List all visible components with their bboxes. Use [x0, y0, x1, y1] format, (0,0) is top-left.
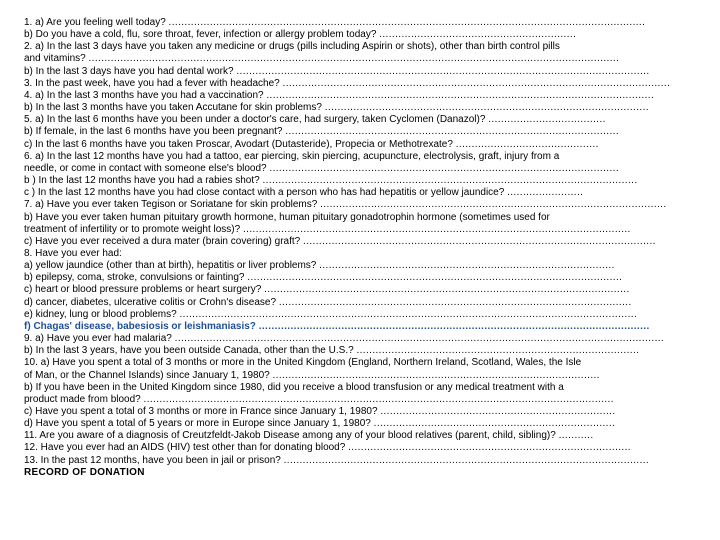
answer-leader-dots: .......................................................................................................................... [242, 223, 631, 235]
answer-leader-dots: ...................................................................................................................... [247, 272, 623, 284]
question-text: 11. Are you aware of a diagnosis of Creutzfeldt-Jakob Disease among any of your blood relatives (parent, child, sibling)? [24, 430, 559, 442]
question-text: c) In the last 6 months have you taken Proscar, Avodart (Dutasteride), Propecia or Methotrexate? [24, 138, 456, 150]
question-text: RECORD OF DONATION [24, 466, 145, 478]
question-text: 2. a) In the last 3 days have you taken any medicine or drugs (pills including Aspirin or shots), other than birth control pills [24, 41, 560, 53]
question-line [24, 297, 704, 309]
answer-leader-dots: .......................................................................................................................... [282, 77, 671, 89]
answer-leader-dots: ............................................................................................. [319, 260, 615, 272]
answer-leader-dots: ........................ [507, 187, 584, 199]
question-text: b) In the last 3 years, have you been outside Canada, other than the U.S.? [24, 345, 357, 357]
answer-leader-dots: ..................................... [488, 114, 606, 126]
question-text: and vitamins? [24, 53, 89, 65]
answer-leader-dots: ................................................................................................................................................ [179, 308, 638, 320]
question-text: c) Have you spent a total of 3 months or more in France since January 1, 1980? [24, 406, 381, 417]
answer-leader-dots: ........... [558, 430, 594, 442]
question-text: 6. a) In the last 12 months have you had a tattoo, ear piercing, skin piercing, acupuncture, electrolysis, graft, injury from a [24, 150, 560, 162]
answer-leader-dots: .......................................................................................................................... [266, 89, 655, 101]
answer-leader-dots: ....................................................................................................... [272, 369, 600, 381]
question-line [24, 78, 704, 90]
question-line [24, 17, 704, 29]
question-line [24, 175, 704, 187]
answer-leader-dots: ............................................. [455, 138, 599, 150]
question-line [24, 357, 704, 369]
question-line [24, 41, 704, 53]
question-text: product made from blood? [24, 393, 144, 405]
question-line [24, 455, 704, 467]
question-line [24, 236, 704, 248]
question-text: treatment of infertility or to promote weight loss)? [24, 223, 243, 235]
question-line [24, 199, 704, 211]
answer-leader-dots: ...................................................................................................................... [262, 175, 638, 187]
question-text: 3. In the past week, have you had a fever with headache? [24, 77, 283, 89]
question-line [24, 248, 704, 260]
question-line [24, 212, 704, 224]
question-line [24, 139, 704, 151]
answer-leader-dots: ....................................................................................................................................................................... [88, 53, 620, 65]
question-line [24, 272, 704, 284]
question-text: of Man, or the Channel Islands) since January 1, 1980? [24, 369, 273, 381]
question-text: 10. a) Have you spent a total of 3 months or more in the United Kingdom (England, Northern Ireland, Scotland, Wales, the Isle [24, 357, 582, 369]
question-line [24, 418, 704, 430]
question-text: a) yellow jaundice (other than at birth), hepatitis or liver problems? [24, 260, 320, 272]
question-text: b) Have you ever taken human pituitary growth hormone, human pituitary gonadotrophin hormone (sometimes used for [24, 211, 550, 223]
question-text: 8. Have you ever had: [24, 247, 122, 259]
answer-leader-dots: .......................................................................... [380, 406, 616, 417]
question-line [24, 187, 704, 199]
answer-leader-dots: ......................................................................................................... [285, 126, 620, 138]
question-line [24, 260, 704, 272]
question-text: 1. a) Are you feeling well today? [24, 17, 169, 28]
answer-leader-dots: ................................................................................................................... [264, 284, 630, 296]
question-line [24, 29, 704, 41]
answer-leader-dots: .................................................................................................................................................... [143, 393, 614, 405]
question-text: 12. Have you ever had an AIDS (HIV) test other than for donating blood? [24, 442, 349, 454]
question-line [24, 66, 704, 78]
answer-leader-dots: ...................................................................................................................................................... [168, 17, 646, 28]
question-line [24, 382, 704, 394]
answer-leader-dots: ............................................................................................................... [303, 235, 656, 247]
question-line [24, 102, 704, 114]
question-line [24, 442, 704, 454]
answer-leader-dots: ........................................................................................................................... [258, 320, 650, 332]
questionnaire [24, 17, 704, 479]
question-line [24, 224, 704, 236]
question-line [24, 406, 704, 418]
question-line [24, 151, 704, 163]
question-line [24, 53, 704, 65]
question-line [24, 370, 704, 382]
answer-leader-dots: ............................................................................................................. [320, 199, 667, 211]
question-line [24, 321, 704, 333]
question-line [24, 90, 704, 102]
answer-leader-dots: ...................................................................................................... [324, 102, 649, 114]
question-line [24, 309, 704, 321]
question-text: 4. a) In the last 3 months have you had a vaccination? [24, 89, 267, 101]
question-text: c) Have you ever received a dura mater (brain covering) graft? [24, 235, 304, 247]
record-of-donation-heading [24, 467, 704, 479]
question-text: 7. a) Have you ever taken Tegison or Soriatane for skin problems? [24, 199, 321, 211]
question-line [24, 284, 704, 296]
question-line [24, 345, 704, 357]
question-text: d) Have you spent a total of 5 years or more in Europe since January 1, 1980? [24, 418, 374, 430]
question-line [24, 333, 704, 345]
question-line [24, 126, 704, 138]
question-line [24, 114, 704, 126]
question-text: b) In the last 3 days have you had dental work? [24, 65, 237, 77]
question-text: 9. a) Have you ever had malaria? [24, 333, 175, 345]
question-text: 5. a) In the last 6 months have you been under a doctor's care, had surgery, taken Cyclomen (Danazol)? [24, 114, 489, 126]
question-text: d) cancer, diabetes, ulcerative colitis or Crohn's disease? [24, 296, 279, 308]
question-text: b) If female, in the last 6 months have you been pregnant? [24, 126, 286, 138]
question-text: c ) In the last 12 months have you had close contact with a person who has had hepatitis or yellow jaundice? [24, 187, 508, 199]
question-text: b ) In the last 12 months have you had a rabies shot? [24, 175, 263, 187]
answer-leader-dots: .................................................................................................................................. [236, 65, 650, 77]
question-text: e) kidney, lung or blood problems? [24, 308, 180, 320]
answer-leader-dots: ......................................................................................... [348, 442, 631, 454]
question-line [24, 394, 704, 406]
answer-leader-dots: ......................................................................................... [356, 345, 640, 357]
question-line [24, 163, 704, 175]
answer-leader-dots: ................................................................................................................... [283, 454, 650, 466]
answer-leader-dots: ............................................................................ [373, 418, 616, 430]
question-text: b) epilepsy, coma, stroke, convulsions or fainting? [24, 272, 248, 284]
answer-leader-dots: .......................................................................................................................................................... [174, 333, 665, 345]
answer-leader-dots: .............................................................................................................. [269, 162, 620, 174]
answer-leader-dots: .............................................................. [379, 29, 577, 41]
question-line [24, 430, 704, 442]
question-text: f) Chagas' disease, babesiosis or leishmaniasis? [24, 320, 259, 332]
question-text: b) If you have been in the United Kingdom since 1980, did you receive a blood transfusion or any medical treatment with a [24, 381, 564, 393]
question-text: b) Do you have a cold, flu, sore throat, fever, infection or allergy problem today? [24, 29, 380, 41]
question-text: c) heart or blood pressure problems or heart surgery? [24, 284, 265, 296]
question-text: needle, or come in contact with someone else's blood? [24, 162, 270, 174]
question-text: 13. In the past 12 months, have you been in jail or prison? [24, 454, 284, 466]
question-text: b) In the last 3 months have you taken Accutane for skin problems? [24, 102, 325, 114]
answer-leader-dots: ............................................................................................................... [278, 296, 632, 308]
